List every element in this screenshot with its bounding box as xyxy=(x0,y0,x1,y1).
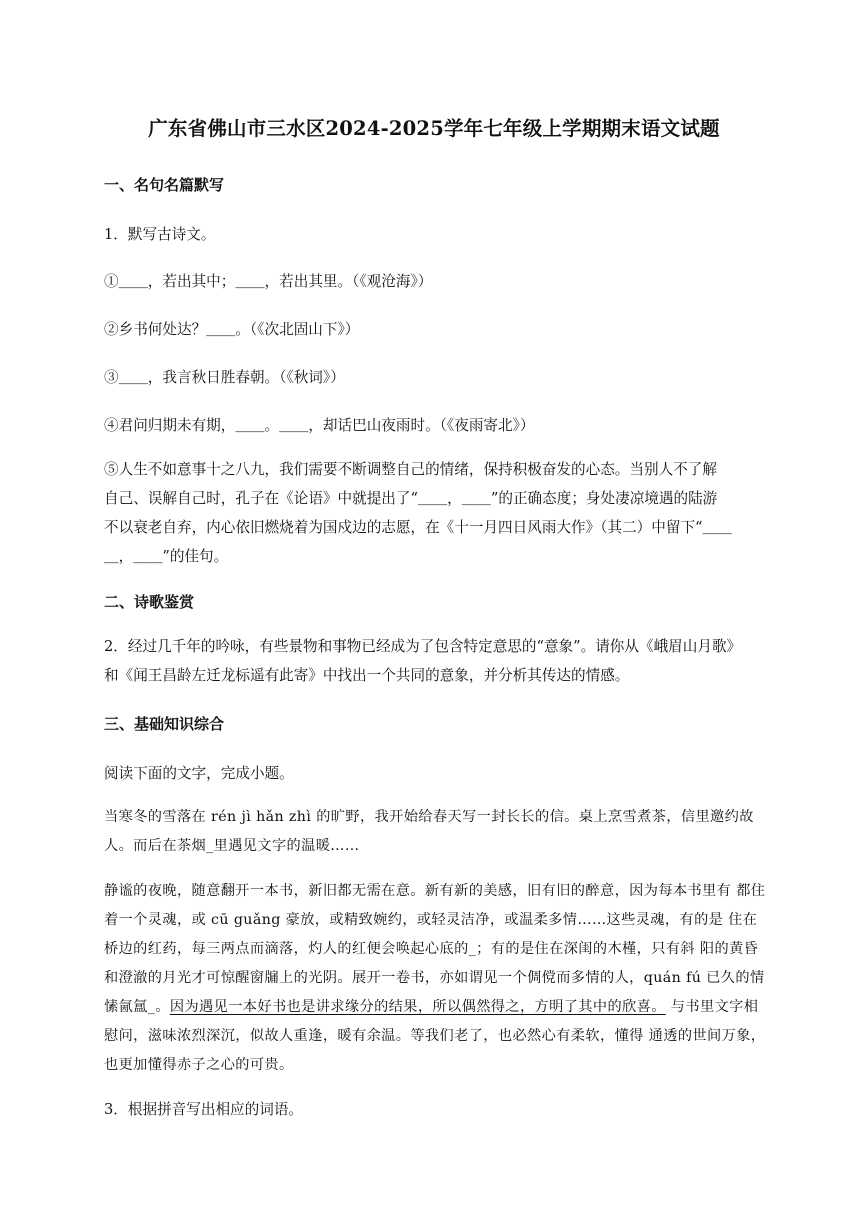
underlined-sentence: 因为遇见一本好书也是讲求缘分的结果，所以偶然得之，方明了其中的欣喜。 xyxy=(169,999,666,1015)
q1-item-3: ③＿＿，我言秋日胜春朝。（《秋词》） xyxy=(104,369,345,386)
passage-line: 通透的世间万象，也更加懂得赤子之心的可贵。 xyxy=(104,1028,766,1073)
passage-line: 当寒冬的雪落在 rén jì hǎn zhì 的旷野，我开始给春天写一封长长的信。桌上烹雪煮茶，信里邀约故 xyxy=(104,809,754,825)
section-heading-3: 三、基础知识综合 xyxy=(104,715,225,733)
q1-item-5-line: ⑤人生不如意事十之八九，我们需要不断调整自己的情绪，保持积极奋发的心态。当别人不了解 xyxy=(104,461,717,478)
question-2-line: 2．经过几千年的吟咏，有些景物和事物已经成为了包含特定意思的“意象”。请你从《峨眉山月歌》 xyxy=(104,638,742,655)
passage-line: 住在桥边的红药，每三两点而滴落，灼人的红便会唤起心底的_；有的是住在深闺的木槿，只有斜 xyxy=(104,912,758,957)
passage-paragraph-1 xyxy=(104,803,768,861)
q1-item-5-line: 自己、误解自己时，孔子在《论语》中就提出了“＿＿，＿＿”的正确态度；身处凄凉境遇的陆游 xyxy=(104,490,718,507)
passage-line: 阳的黄昏和澄澈的月光才可惊醒窗牖上的光阴。展开一卷书，亦如谓见一个倜傥而多情的人，quán xyxy=(104,941,759,986)
q1-item-2: ②乡书何处达？＿＿。（《次北固山下》） xyxy=(104,321,360,338)
question-3: 3．根据拼音写出相应的词语。 xyxy=(104,1101,304,1118)
section-heading-1: 一、名句名篇默写 xyxy=(104,176,225,194)
question-2 xyxy=(104,632,768,690)
passage-line: 静谧的夜晚，随意翻开一本书，新旧都无需在意。新有新的美感，旧有旧的醉意，因为每本书里有 xyxy=(104,883,732,899)
q1-item-5 xyxy=(104,455,768,571)
page-title: 广东省佛山市三水区2024-2025学年七年级上学期期末语文试题 xyxy=(148,117,720,140)
q1-item-5-line: ＿，＿＿”的佳句。 xyxy=(104,548,229,565)
question-2-line: 和《闻王昌龄左迁龙标遥有此寄》中找出一个共同的意象，并分析其传达的情感。 xyxy=(104,667,630,684)
passage-line: 人。而后在茶烟_里遇见文字的温暖…… xyxy=(104,838,360,854)
question-1: 1．默写古诗文。 xyxy=(104,226,216,243)
passage-line: 都住着一个灵魂，或 cū guǎng 豪放，或精致婉约，或轻灵洁净，或温柔多情……这些灵魂，有的是 xyxy=(104,883,766,928)
q1-item-5-line: 不以衰老自弃，内心依旧燃烧着为国戍边的志愿，在《十一月四日风雨大作》（其二）中留下“＿＿ xyxy=(104,519,732,536)
passage-text: fú 已久的情愫氤氲_。 xyxy=(104,970,765,1015)
reading-intro: 阅读下面的文字，完成小题。 xyxy=(104,765,294,782)
q1-item-1: ①＿＿，若出其中；＿＿，若出其里。（《观沧海》） xyxy=(104,273,433,290)
section-heading-2: 二、诗歌鉴赏 xyxy=(104,593,195,611)
passage-paragraph-2 xyxy=(104,877,768,1080)
passage-line: 与书里文字相慰问，滋味浓烈深沉，似故人重逢，暖有余温。等我们老了，也必然心有柔软，懂得 xyxy=(104,999,759,1044)
q1-item-4: ④君问归期未有期，＿＿。＿＿，却话巴山夜雨时。（《夜雨寄北》） xyxy=(104,417,535,434)
